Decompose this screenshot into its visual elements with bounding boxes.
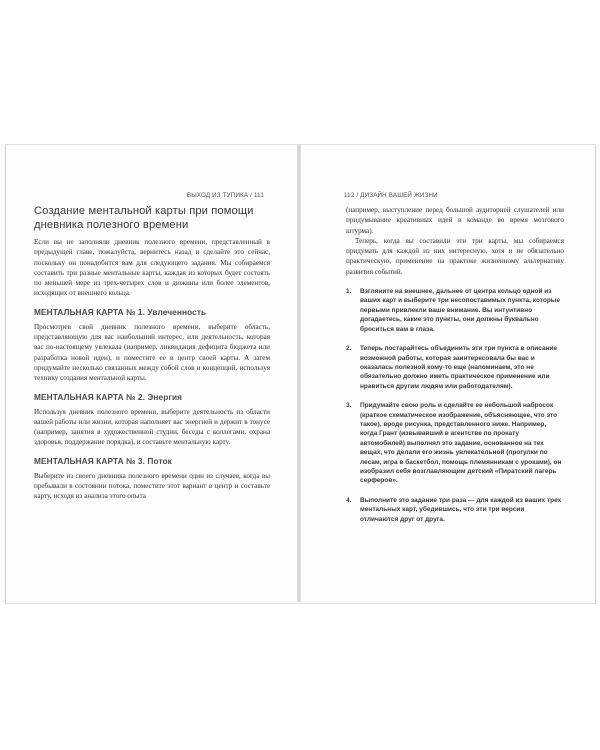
step-text: Взгляните на внешнее, дальнее от центра кольцо одной из ваших карт и выберите три несопоставимых пункта, которые первыми привлекли ваше внимание. Вы интуитивно догадаетесь, какие это пункты, они должны буквально броситься вам в глаза. (360, 288, 560, 333)
left-running-head: ВЫХОД ИЗ ТУПИКА / 111 (186, 192, 264, 199)
step-item (346, 496, 564, 524)
right-page-text (346, 205, 564, 534)
book-gutter (297, 144, 301, 602)
intro-paragraph: Если вы не заполняли дневник полезного времени, представленный в предыдущей главе, пожалуйста, вернитесь назад и сделайте это сейчас, поскольку он понадобится вам для следующего задания. Мы собираемся составить три разные ментальные карты, каждая из которых будет состоять по меньшей мере из трех-четырех слов и дюжины или более элементов, исходящих от внешнего кольца. (34, 238, 270, 298)
left-page-text (34, 204, 270, 502)
right-page (300, 144, 596, 604)
mind-map-1-heading: МЕНТАЛЬНАЯ КАРТА № 1. Увлеченность (34, 306, 207, 317)
step-number: 2. (346, 345, 352, 353)
mind-map-3-heading: МЕНТАЛЬНАЯ КАРТА № 3. Поток (34, 455, 172, 466)
step-item (346, 344, 564, 391)
step-item (346, 287, 564, 334)
step-item (346, 401, 564, 486)
right-running-head: 112 / ДИЗАЙН ВАШЕЙ ЖИЗНИ (344, 192, 438, 199)
left-page (5, 144, 300, 604)
mind-map-2-text: Используя дневник полезного времени, выберите деятельность из области вашей работы или жизни, которая наполняет вас энергией и держит в тонусе (например, занятия в художественной студии, беседы с коллегами, охрана здоровья, поддержание порядка), и составьте ментальную карту. (34, 407, 270, 447)
step-text: Выполните это задание три раза — для каждой из ваших трех ментальных карт, убедившись, что эти три версии отличаются друг от друга. (360, 496, 562, 523)
mind-map-3-text: Выберите из своего дневника полезного времени один из случаев, когда вы пребывали в состоянии потока, поместите этот вариант в центр и составьте карту, исходя из анализа этого опыта (34, 471, 270, 501)
maps-paragraph: Теперь, когда вы составили эти три карты, мы собираемся придумать для каждой из них интересную, хотя и не обязательно практическую, применение на практике жизненному альтернативу развития событий. (346, 236, 564, 276)
mind-map-2-heading: МЕНТАЛЬНАЯ КАРТА № 2. Энергия (34, 391, 183, 402)
step-text: Теперь постарайтесь объединить эти три пункта в описание возможной работы, которая заинтересовала бы вас и оказалась полезной кому-то еще (напоминаем, это не обязательно должно иметь практическое применение или нравиться другим людям или работодателям). (360, 345, 558, 390)
step-number: 1. (346, 288, 352, 296)
mind-map-1-text: Просмотрев свой дневник полезного времени, выберите область, представляющую для вас наибольший интерес, или деятельность, которая вас по-настоящему увлекала (например, ликвидация дефицита бюджета или разработка новой идеи), и поместите ее в центр своей карты. А затем придумайте несколько связанных между собой слов и концепций, используя технику создания ментальной карты. (34, 322, 270, 383)
step-number: 4. (346, 496, 352, 504)
section-title: Создание ментальной карты при помощи дневника полезного времени (34, 205, 254, 231)
steps-list (346, 287, 564, 524)
step-text: Придумайте свою роль и сделайте ее небольшой набросок (краткое схематическое изображение, объясняющее, что это такое), вроде рисунка, представленного ниже. Например, когда Грант (извывавший в агентстве по прокату автомобилей) выполнял это задание, основанное на тех вещах, что делали его жизнь увлекательной (прогулки по лесам, игра в баскетбол, помощь племянникам с уроками), он изобразил себя возглавляющим детский «Пиратский лагерь серферов». (360, 402, 562, 485)
continuation-paragraph: (например, выступление перед большой аудиторией слушателей или придумывание креативных идей в команде во время мозгового штурма). (346, 206, 564, 235)
step-number: 3. (346, 402, 352, 410)
